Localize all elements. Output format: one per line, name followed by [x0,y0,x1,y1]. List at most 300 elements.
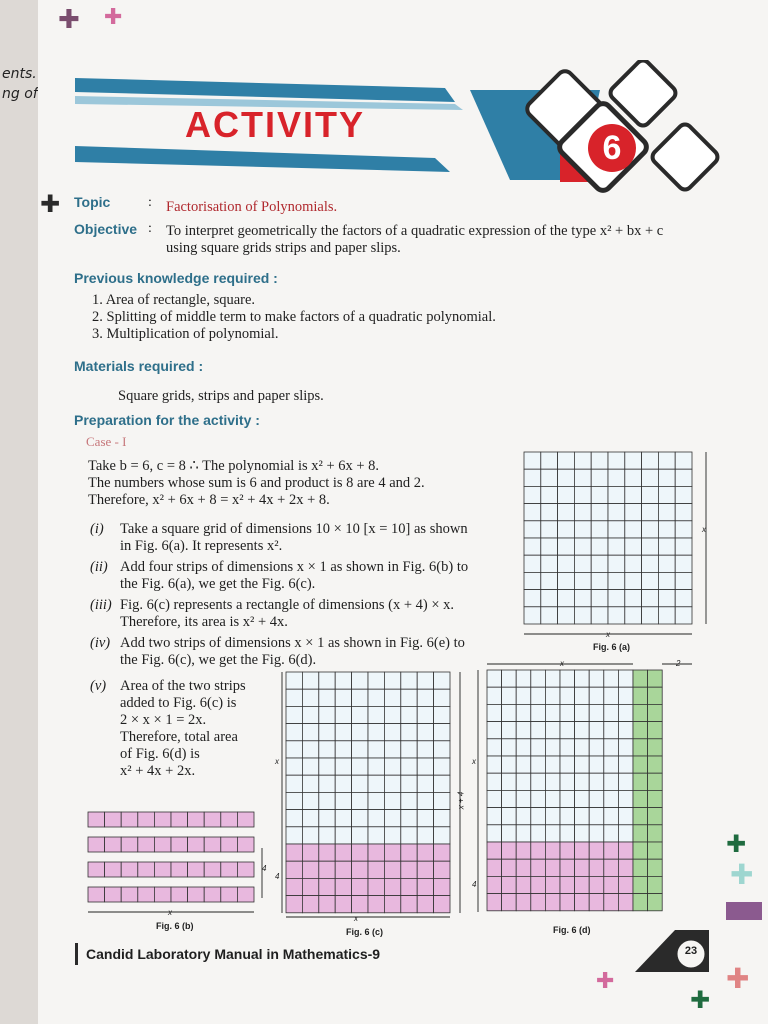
grid-cell [675,521,692,538]
grid-cell [516,670,531,687]
grid-cell [574,590,591,607]
grid-cell [648,859,663,876]
grid-cell [541,538,558,555]
strip-cell [221,812,238,827]
grid-cell [642,607,659,624]
grid-cell [633,722,648,739]
grid-cell [524,590,541,607]
strip-cell [221,887,238,902]
grid-cell [558,521,575,538]
grid-cell [524,555,541,572]
grid-cell [608,555,625,572]
grid-cell [335,706,351,723]
grid-cell [633,859,648,876]
grid-cell [335,672,351,689]
grid-cell [302,741,318,758]
grid-cell [384,724,400,741]
grid-cell [574,572,591,589]
grid-cell [434,844,450,861]
grid-cell [608,590,625,607]
grid-cell [286,827,302,844]
grid-cell [541,572,558,589]
grid-cell [575,773,590,790]
grid-cell [352,844,368,861]
grid-cell [319,741,335,758]
grid-cell [658,504,675,521]
grid-cell [558,572,575,589]
plus-icon: ✚ [596,968,615,993]
grid-cell [633,773,648,790]
grid-cell [417,672,433,689]
grid-cell [633,756,648,773]
footer-bar [75,943,78,965]
grid-cell [625,452,642,469]
grid-cell [401,758,417,775]
grid-cell [658,538,675,555]
grid-cell [591,452,608,469]
grid-cell [417,758,433,775]
grid-cell [384,706,400,723]
left-page-fragment: ents. [2,66,37,82]
axis-label: x [560,659,564,668]
strip-cell [204,837,221,852]
grid-cell [434,741,450,758]
grid-cell [618,756,633,773]
strip-cell [154,837,171,852]
strip-cell [188,837,205,852]
strip-cell [105,862,122,877]
grid-cell [545,687,560,704]
grid-cell [541,607,558,624]
grid-cell [302,775,318,792]
grid-cell [618,687,633,704]
grid-cell [531,894,546,911]
grid-cell [545,670,560,687]
grid-cell [618,842,633,859]
grid-cell [574,521,591,538]
grid-cell [516,687,531,704]
grid-cell [286,706,302,723]
grid-cell [502,825,517,842]
grid-cell [658,469,675,486]
strip-cell [88,862,105,877]
strip-cell [121,862,138,877]
grid-cell [335,792,351,809]
grid-cell [487,687,502,704]
grid-cell [302,706,318,723]
grid-cell [516,739,531,756]
grid-cell [302,724,318,741]
grid-cell [502,739,517,756]
grid-cell [633,825,648,842]
grid-cell [591,607,608,624]
grid-cell [302,758,318,775]
grid-cell [335,844,351,861]
grid-cell [417,810,433,827]
grid-cell [487,790,502,807]
grid-cell [417,878,433,895]
grid-cell [625,504,642,521]
left-page-fragment: ng of [2,86,38,102]
grid-cell [648,773,663,790]
grid-cell [335,689,351,706]
grid-cell [604,773,619,790]
grid-cell [531,722,546,739]
grid-cell [434,861,450,878]
grid-cell [516,773,531,790]
step-item: (ii) Add four strips of dimensions x × 1 as shown in Fig. 6(b) to the Fig. 6(a), we get the Fig. 6(c). [90,559,469,592]
grid-cell [625,555,642,572]
grid-cell [618,670,633,687]
list-item: 1. Area of rectangle, square. [92,292,256,308]
grid-cell [368,724,384,741]
grid-cell [368,689,384,706]
axis-label: x [354,914,358,923]
strip-cell [237,812,254,827]
grid-cell [524,504,541,521]
grid-cell [618,808,633,825]
grid-cell [591,469,608,486]
grid-cell [575,876,590,893]
grid-cell [560,773,575,790]
grid-cell [604,756,619,773]
grid-cell [368,827,384,844]
strip-cell [138,862,155,877]
grid-cell [560,670,575,687]
grid-cell [604,722,619,739]
grid-cell [591,572,608,589]
grid-cell [487,876,502,893]
grid-cell [516,790,531,807]
grid-cell [502,859,517,876]
grid-cell [642,452,659,469]
grid-cell [575,722,590,739]
grid-cell [368,741,384,758]
grid-cell [675,504,692,521]
page-number-badge [635,922,715,982]
objective-line: using square grids strips and paper slips. [166,240,401,256]
grid-cell [335,724,351,741]
grid-cell [502,894,517,911]
strip-cell [154,887,171,902]
grid-cell [524,607,541,624]
axis-label: x [275,757,279,766]
grid-cell [434,810,450,827]
grid-cell [560,687,575,704]
grid-cell [541,452,558,469]
axis-label: 2 [676,659,681,668]
grid-cell [604,859,619,876]
grid-cell [516,842,531,859]
grid-cell [524,486,541,503]
grid-cell [434,689,450,706]
grid-cell [642,521,659,538]
grid-cell [589,739,604,756]
strip-cell [88,812,105,827]
strip-cell [105,812,122,827]
grid-cell [531,825,546,842]
grid-cell [417,827,433,844]
grid-cell [319,689,335,706]
grid-cell [335,861,351,878]
grid-cell [618,790,633,807]
grid-cell [604,739,619,756]
plus-icon: ✚ [726,963,750,994]
grid-cell [384,896,400,913]
grid-cell [531,773,546,790]
text-line: Therefore, x² + 6x + 8 = x² + 4x + 2x + 8. [88,492,330,508]
grid-cell [516,859,531,876]
grid-cell [591,538,608,555]
grid-cell [642,486,659,503]
grid-cell [648,894,663,911]
strip-cell [154,862,171,877]
grid-cell [560,842,575,859]
grid-cell [633,894,648,911]
grid-cell [487,670,502,687]
grid-cell [531,790,546,807]
grid-cell [545,704,560,721]
grid-cell [575,670,590,687]
grid-cell [675,538,692,555]
strip-cell [105,887,122,902]
grid-cell [642,504,659,521]
strip-cell [171,862,188,877]
grid-cell [675,452,692,469]
strip-cell [88,887,105,902]
grid-cell [604,704,619,721]
figure-caption: Fig. 6 (a) [593,642,631,652]
grid-cell [608,538,625,555]
grid-cell [575,687,590,704]
strip-cell [138,812,155,827]
grid-cell [589,894,604,911]
axis-label: x [472,757,476,766]
grid-cell [648,670,663,687]
grid-cell [633,670,648,687]
grid-cell [352,792,368,809]
grid-cell [401,844,417,861]
figure-caption: Fig. 6 (b) [156,921,194,931]
grid-cell [335,896,351,913]
grid-cell [604,790,619,807]
case-label: Case - I [86,434,127,449]
grid-cell [286,775,302,792]
grid-cell [608,521,625,538]
grid-cell [658,572,675,589]
grid-cell [434,827,450,844]
grid-cell [531,876,546,893]
grid-cell [286,672,302,689]
grid-cell [625,572,642,589]
grid-cell [648,722,663,739]
grid-cell [487,842,502,859]
text-line: The numbers whose sum is 6 and product is 8 are 4 and 2. [88,475,425,491]
grid-cell [502,808,517,825]
grid-cell [560,876,575,893]
grid-cell [574,607,591,624]
grid-cell [302,896,318,913]
grid-cell [434,724,450,741]
objective-line: To interpret geometrically the factors of a quadratic expression of the type x² + bx + c [166,223,664,239]
grid-cell [502,722,517,739]
footer-title: Candid Laboratory Manual in Mathematics-9 [86,946,381,962]
grid-cell [675,486,692,503]
grid-cell [633,876,648,893]
grid-cell [625,590,642,607]
grid-cell [604,842,619,859]
materials-text: Square grids, strips and paper slips. [118,388,324,404]
grid-cell [618,825,633,842]
strip-cell [188,862,205,877]
grid-cell [575,808,590,825]
grid-cell [487,808,502,825]
grid-cell [352,896,368,913]
grid-cell [591,504,608,521]
grid-cell [319,827,335,844]
grid-cell [516,756,531,773]
grid-cell [625,521,642,538]
grid-cell [384,810,400,827]
strip-cell [88,837,105,852]
grid-cell [401,672,417,689]
strip-cell [121,812,138,827]
grid-cell [502,842,517,859]
grid-cell [352,827,368,844]
grid-cell [591,521,608,538]
grid-cell [545,859,560,876]
grid-cell [560,722,575,739]
activity-title: ACTIVITY [185,104,366,145]
grid-cell [558,538,575,555]
strip-cell [221,862,238,877]
grid-cell [319,672,335,689]
grid-cell [319,706,335,723]
grid-cell [608,504,625,521]
grid-cell [384,827,400,844]
grid-cell [352,741,368,758]
grid-cell [502,756,517,773]
grid-cell [648,739,663,756]
grid-cell [658,452,675,469]
list-item: 3. Multiplication of polynomial. [92,326,279,342]
grid-cell [401,878,417,895]
grid-cell [604,808,619,825]
grid-cell [434,672,450,689]
grid-cell [625,607,642,624]
grid-cell [541,555,558,572]
grid-cell [648,842,663,859]
topic-label: Topic [74,194,111,210]
grid-cell [591,555,608,572]
grid-cell [302,861,318,878]
grid-cell [558,469,575,486]
axis-label: 4 [262,864,267,873]
grid-cell [618,859,633,876]
grid-cell [545,739,560,756]
grid-cell [384,672,400,689]
grid-cell [574,486,591,503]
grid-cell [352,672,368,689]
grid-cell [352,724,368,741]
step-item: (i) Take a square grid of dimensions 10 × 10 [x = 10] as shown in Fig. 6(a). It represents x². [90,521,468,554]
grid-cell [545,842,560,859]
grid-cell [560,739,575,756]
grid-cell [401,706,417,723]
grid-cell [531,756,546,773]
grid-cell [401,896,417,913]
grid-cell [574,555,591,572]
grid-cell [531,670,546,687]
grid-cell [286,844,302,861]
plus-icon: ✚ [730,859,754,890]
grid-cell [401,775,417,792]
axis-label: x [702,525,706,534]
grid-cell [574,469,591,486]
grid-cell [286,878,302,895]
grid-cell [608,572,625,589]
grid-cell [302,689,318,706]
previous-knowledge-heading: Previous knowledge required : [74,270,278,286]
grid-cell [335,758,351,775]
grid-cell [545,876,560,893]
grid-cell [648,790,663,807]
grid-cell [286,810,302,827]
strip-cell [138,837,155,852]
strip-cell [188,887,205,902]
grid-cell [589,756,604,773]
grid-cell [589,704,604,721]
grid-cell [608,469,625,486]
grid-cell [417,775,433,792]
grid-cell [319,844,335,861]
strip-cell [204,887,221,902]
grid-cell [575,790,590,807]
grid-cell [352,689,368,706]
grid-cell [286,861,302,878]
grid-cell [502,704,517,721]
grid-cell [516,704,531,721]
grid-cell [524,538,541,555]
text-line: Take b = 6, c = 8 ∴ The polynomial is x² + 6x + 8. [88,458,380,474]
grid-cell [487,859,502,876]
grid-cell [589,825,604,842]
grid-cell [286,792,302,809]
grid-cell [560,756,575,773]
grid-cell [384,689,400,706]
grid-cell [384,844,400,861]
grid-cell [286,724,302,741]
materials-heading: Materials required : [74,358,204,374]
strip-cell [121,887,138,902]
grid-cell [558,486,575,503]
strip-cell [221,837,238,852]
grid-cell [302,844,318,861]
grid-cell [658,555,675,572]
grid-cell [591,486,608,503]
grid-cell [516,894,531,911]
grid-cell [589,876,604,893]
grid-cell [434,792,450,809]
grid-cell [352,775,368,792]
grid-cell [648,687,663,704]
grid-cell [487,773,502,790]
grid-cell [368,792,384,809]
grid-cell [368,878,384,895]
step-item: (v) Area of the two strips added to Fig. 6(c) is 2 × x × 1 = 2x. Therefore, total area of Fig. 6(d) is x² + 4x + 2x. [90,678,246,779]
grid-cell [558,555,575,572]
grid-cell [608,452,625,469]
